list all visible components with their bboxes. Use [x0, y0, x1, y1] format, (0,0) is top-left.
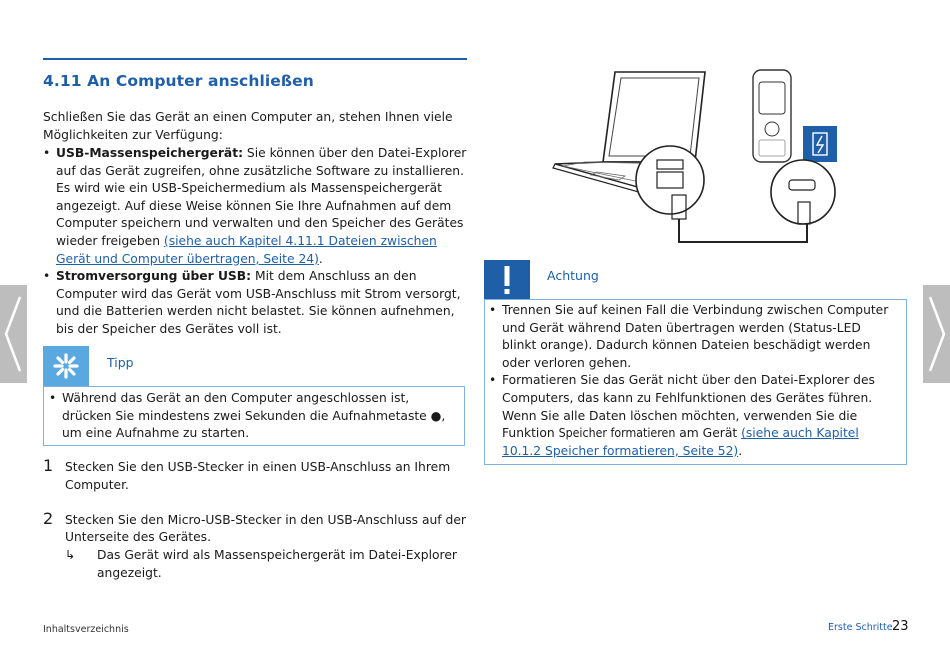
exclamation-icon: [484, 260, 530, 300]
step-text: Stecken Sie den USB-Stecker in einen USB-Anschluss an Ihrem Computer.: [65, 460, 451, 492]
chevron-right-icon: [923, 285, 950, 383]
page-number: 23: [892, 619, 909, 634]
recorder-device-icon: [753, 70, 791, 162]
step-result: [43, 547, 473, 582]
list-item: [489, 302, 899, 372]
usb-plug-icon: [636, 146, 704, 219]
step-1: [43, 456, 473, 494]
chapter-link[interactable]: Erste Schritte: [828, 622, 893, 633]
connection-illustration: [545, 62, 855, 252]
result-arrow-icon: ↳: [65, 547, 76, 562]
step-2: [43, 508, 473, 582]
list-item: [489, 372, 899, 460]
list-item-bold: Stromversorgung über USB:: [56, 269, 252, 284]
warning-text: Trennen Sie auf keinen Fall die Verbindung zwischen Computer und Gerät während Daten übertragen werden (Status-LED blinkt orange). Dadurch können Dateien beschädigt werden oder verloren gehen.: [502, 303, 889, 370]
warning-label: Achtung: [547, 268, 599, 283]
warning-text-2: am Gerät: [675, 426, 742, 441]
list-item-bold: USB-Massenspeichergerät:: [56, 146, 244, 160]
next-page-button[interactable]: [923, 285, 950, 383]
battery-charging-icon: [803, 126, 837, 162]
asterisk-icon: [43, 346, 89, 386]
warning-tail: .: [738, 443, 743, 458]
section-rule: [43, 58, 467, 60]
step-number: 1: [43, 456, 54, 475]
tip-label: Tipp: [107, 355, 134, 370]
chapter-link-10-1-2[interactable]: (siehe auch Kapitel 10.1.2 Speicher formatieren, Seite 52): [502, 426, 859, 458]
command-name: Speicher formatieren: [558, 426, 676, 441]
tip-list: [49, 390, 459, 443]
feature-list: [43, 145, 468, 339]
list-item-tail: .: [318, 251, 323, 266]
step-number: 2: [43, 508, 54, 528]
warning-icon-box: [484, 260, 530, 300]
steps: [43, 456, 473, 582]
record-button-symbol: ●: [430, 408, 442, 423]
list-item-text: Sie können über den Datei-Explorer auf das Gerät zugreifen, ohne zusätzliche Software zu installieren. Es wird wie ein USB-Speichermedium als Massenspeichergerät angezeigt. Auf diese Weise können Sie Ihre Aufnahmen auf dem Computer speichern und verwalten und den Speicher des Gerätes wieder freigeben: [56, 146, 467, 248]
micro-usb-plug-icon: [771, 160, 835, 224]
list-item: [49, 390, 459, 443]
tip-text-after: , um eine Aufnahme zu starten.: [62, 408, 446, 441]
section-title: 4.11 An Computer anschließen: [43, 72, 314, 90]
list-item: [43, 145, 468, 268]
chapter-link-4-11-1[interactable]: (siehe auch Kapitel 4.11.1 Dateien zwischen Gerät und Computer übertragen, Seite 24): [56, 233, 437, 266]
warning-text: Formatieren Sie das Gerät nicht über den Datei-Explorer des Computers, das kann zu Fehlfunktionen des Gerätes führen. Wenn Sie alle Daten löschen möchten, verwenden Sie die Funktion: [502, 373, 875, 441]
tip-text: Während das Gerät an den Computer angeschlossen ist, drücken Sie mindestens zwei Sekunden die Aufnahmetaste: [62, 391, 431, 423]
step-text: Stecken Sie den Micro-USB-Stecker in den USB-Anschluss auf der Unterseite des Gerätes.: [65, 512, 466, 545]
list-item-text: Mit dem Anschluss an den Computer wird das Gerät vom USB-Anschluss mit Strom versorgt, und die Batterien werden nicht belastet. Sie können aufnehmen, bis der Speicher des Gerätes voll ist.: [56, 269, 461, 336]
tip-icon-box: [43, 346, 89, 386]
chevron-left-icon: [0, 285, 27, 383]
list-item: [43, 268, 468, 338]
section-intro: Schließen Sie das Gerät an einen Computer an, stehen Ihnen viele Möglichkeiten zur Verfügung:: [43, 110, 453, 142]
warning-list: [489, 302, 899, 460]
toc-link[interactable]: Inhaltsverzeichnis: [43, 624, 129, 635]
result-text: Das Gerät wird als Massenspeichergerät im Datei-Explorer angezeigt.: [97, 547, 457, 580]
previous-page-button[interactable]: [0, 285, 27, 383]
